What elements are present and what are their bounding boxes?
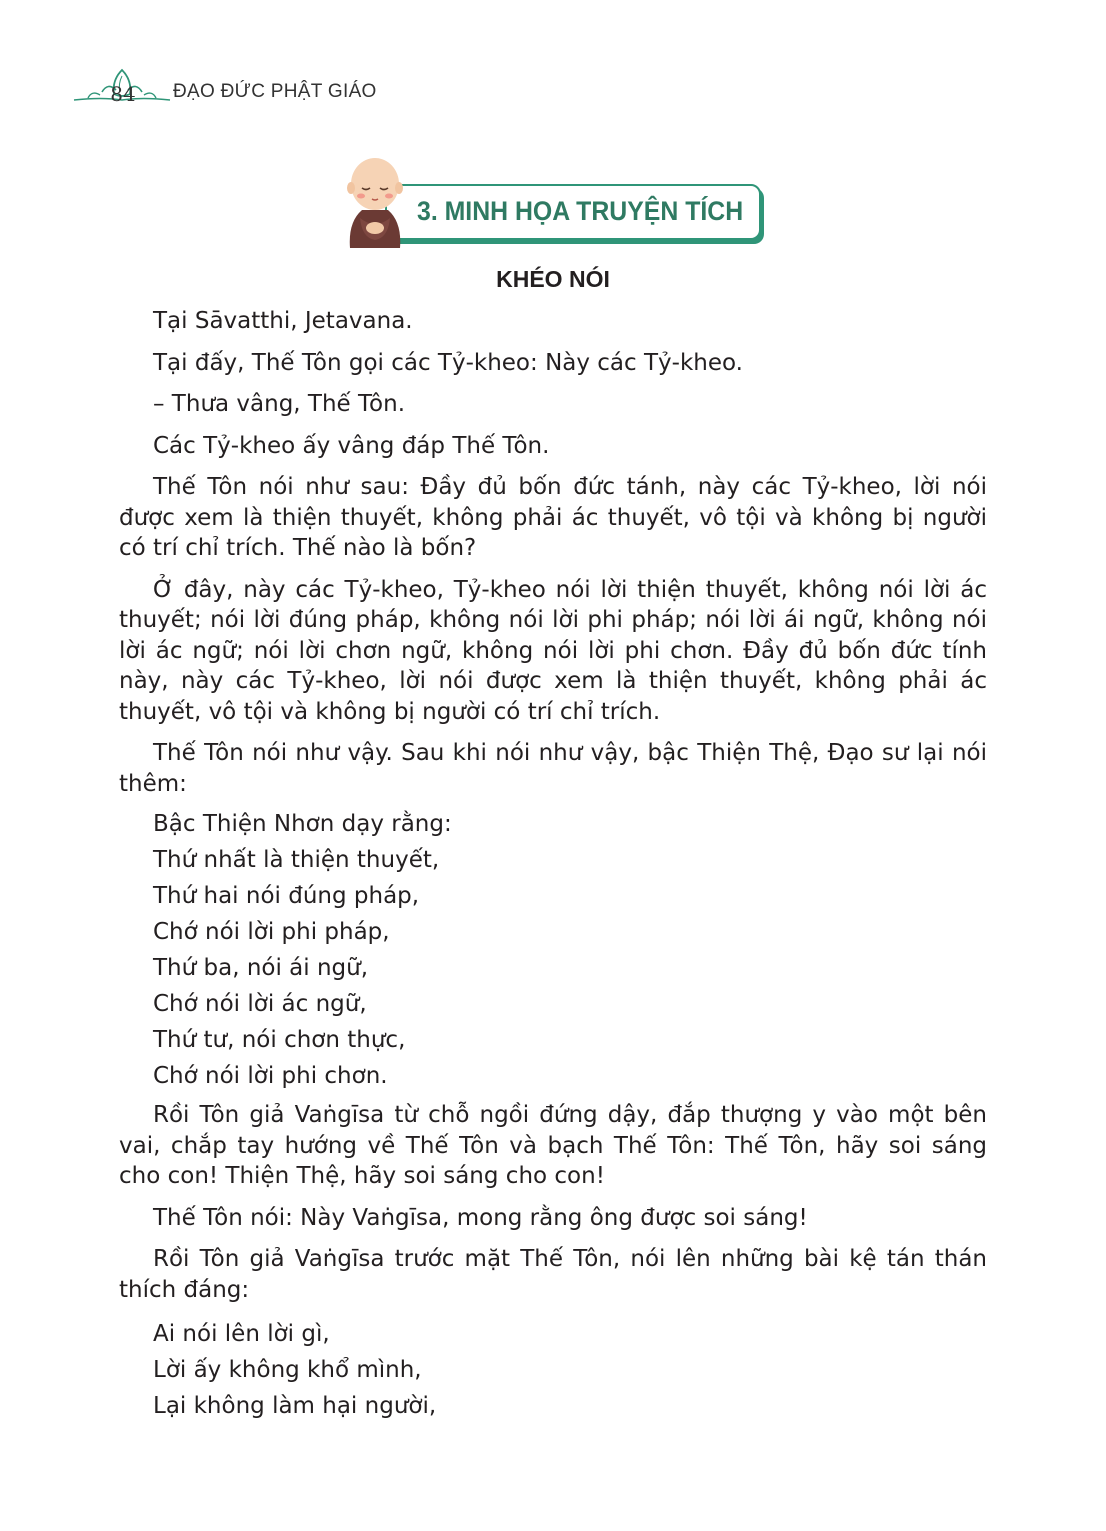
verse-block: [119, 1316, 987, 1424]
section-banner: [330, 150, 770, 254]
book-title: ĐẠO ĐỨC PHẬT GIÁO: [173, 81, 377, 102]
paragraph: Ở đây, này các Tỷ-kheo, Tỷ-kheo nói lời thiện thuyết, không nói lời ác thuyết; nói lời đúng pháp, không nói lời phi pháp; nói lời ái ngữ, không nói lời ác ngữ; nói lời chơn ngữ, không nói lời phi chơn. Đầy đủ bốn đức tính này, này các Tỷ-kheo, lời nói được xem là thiện thuyết, không phải ác thuyết, vô tội và không bị người có trí chỉ trích.: [119, 576, 987, 725]
paragraph: Thế Tôn nói như vậy. Sau khi nói như vậy, bậc Thiện Thệ, Đạo sư lại nói thêm:: [119, 740, 987, 797]
verse-line: Ai nói lên lời gì,: [153, 1321, 330, 1347]
paragraph: Thế Tôn nói: Này Vaṅgīsa, mong rằng ông được soi sáng!: [153, 1204, 808, 1231]
page-number: 84: [110, 82, 136, 106]
story-title: KHÉO NÓI: [496, 266, 610, 292]
paragraph: Các Tỷ-kheo ấy vâng đáp Thế Tôn.: [153, 432, 550, 459]
verse-line: Thứ ba, nói ái ngữ,: [153, 955, 369, 981]
verse-line: Chớ nói lời ác ngữ,: [153, 991, 367, 1017]
story-body: [119, 306, 987, 1430]
paragraph: Thế Tôn nói như sau: Đầy đủ bốn đức tánh, này các Tỷ-kheo, lời nói được xem là thiện thuyết, không phải ác thuyết, vô tội và không bị người có trí chỉ trích. Thế nào là bốn?: [119, 474, 987, 561]
section-title-box: [385, 184, 761, 240]
verse-line: Thứ tư, nói chơn thực,: [153, 1027, 406, 1053]
verse-line: Thứ nhất là thiện thuyết,: [153, 847, 440, 873]
verse-line: Lại không làm hại người,: [153, 1393, 437, 1419]
paragraph: – Thưa vâng, Thế Tôn.: [153, 391, 406, 417]
paragraph: Tại đấy, Thế Tôn gọi các Tỷ-kheo: Này các Tỷ-kheo.: [153, 349, 743, 376]
verse-line: Bậc Thiện Nhơn dạy rằng:: [153, 811, 452, 837]
paragraph: Rồi Tôn giả Vaṅgīsa trước mặt Thế Tôn, nói lên những bài kệ tán thán thích đáng:: [119, 1246, 987, 1303]
running-header: [72, 62, 392, 112]
verse-line: Chớ nói lời phi pháp,: [153, 919, 390, 945]
paragraph: Tại Sāvatthi, Jetavana.: [153, 308, 413, 334]
section-title: 3. MINH HỌA TRUYỆN TÍCH: [417, 196, 744, 226]
monk-icon: [340, 152, 410, 250]
verse-block: [119, 806, 987, 1094]
verse-line: Lời ấy không khổ mình,: [153, 1357, 422, 1383]
paragraph: Rồi Tôn giả Vaṅgīsa từ chỗ ngồi đứng dậy, đắp thượng y vào một bên vai, chắp tay hướng về Thế Tôn và bạch Thế Tôn: Thế Tôn, hãy soi sáng cho con! Thiện Thệ, hãy soi sáng cho con!: [119, 1102, 987, 1189]
verse-line: Thứ hai nói đúng pháp,: [153, 883, 420, 909]
verse-line: Chớ nói lời phi chơn.: [153, 1063, 388, 1089]
